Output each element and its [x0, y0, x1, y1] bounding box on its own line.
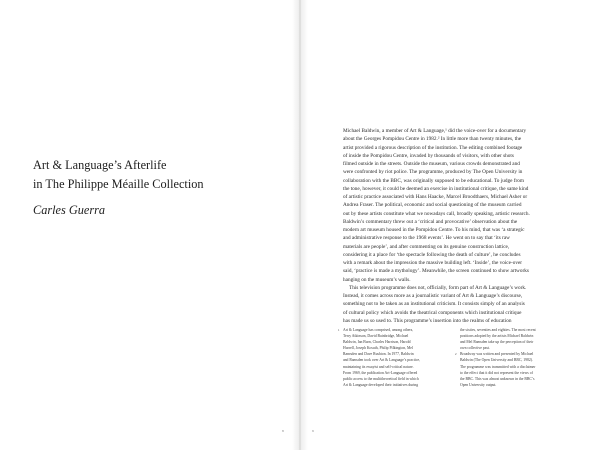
- footnote-line: From 1969, the publication Art-Language offered: [343, 370, 418, 375]
- body-line: of cultural policy which avoids the theatrical components which institutional critique: [343, 309, 522, 316]
- footnote-line: Terry Atkinson, David Bainbridge, Michael: [343, 334, 409, 339]
- body-line: Michael Baldwin, a member of Art & Language,¹ did the voice-over for a documentary: [343, 128, 527, 134]
- body-line: Baldwin’s commentary threw out a ‘critical and provocative’ observation about the: [343, 218, 518, 225]
- footnote-2: [455, 351, 570, 388]
- left-page: [0, 0, 299, 450]
- body-line: out by these artists constitute what we nowadays call, broadly speaking, artistic research.: [343, 210, 530, 217]
- body-line: of inside the Pompidou Centre, invaded by thousands of visitors, with other shots: [343, 152, 514, 159]
- footnote-line: Open University output.: [460, 382, 497, 387]
- footnote-line: Baldwin (The Open University and BBC, 1982).: [460, 358, 533, 363]
- body-line: Instead, it comes across more as a journalistic variant of Art & Language’s discourse,: [343, 293, 523, 299]
- body-line: something not to be taken as an institutional criticism. It consists simply of an analysis: [343, 301, 525, 308]
- body-line: about the Georges Pompidou Centre in 1982.² In little more than twenty minutes, the: [343, 136, 522, 143]
- footnote-line: Art & Language developed their initiatives during: [343, 382, 419, 387]
- body-line: with a remark about the impression the massive building left. ‘Inside’, the voice-over: [343, 260, 523, 266]
- footnote-line: Broadway was written and presented by Michael: [460, 352, 534, 357]
- body-line: the tone, however, it could be deemed an exercise in institutional critique, the same kind: [343, 185, 529, 192]
- body-line: said, ‘practice is made a mythology’. Meanwhile, the screen continued to show artworks: [343, 268, 529, 275]
- footnotes-column-1: [338, 327, 453, 388]
- footnote-line: public access to the multitheoretical field in which: [343, 376, 419, 381]
- footnote-line: The programme was transmitted with a disclaimer: [460, 364, 536, 369]
- title-line: in The Philippe Méaille Collection: [33, 177, 204, 191]
- footnote-number: 1: [338, 328, 340, 332]
- footnotes-column-2: [455, 327, 570, 388]
- footnote-line: Baldwin, Ian Burn, Charles Harrison, Harold: [343, 340, 411, 345]
- body-line: has made us so used to. This programme’s insertion into the realms of education: [343, 317, 512, 324]
- footnote-line: maintaining its essayist and self-critical nature.: [343, 364, 414, 369]
- essay-title: [33, 156, 283, 194]
- body-line: hanging on the museum’s walls.: [343, 276, 411, 283]
- footnote-line: the sixties, seventies and eighties. The most recent: [460, 328, 536, 332]
- body-line: filmed outside in the streets. Outside the museum, various crowds demonstrated and: [343, 161, 520, 167]
- footnote-line: Art & Language has comprised, among others,: [343, 328, 414, 332]
- footnote-line: Hurrell, Joseph Kosuth, Philip Pilkington, Mel: [343, 346, 414, 351]
- body-line: artist provided a rigorous description of the institution. The editing combined footage: [343, 144, 523, 151]
- footnote-1-continued: [460, 327, 570, 351]
- footnote-line: and Mel Ramsden take up the perception of their: [460, 340, 534, 345]
- page-number-right: 9: [312, 429, 314, 433]
- body-line: modern art museum housed in the Pompidou Centre. To his mind, that was ‘a strategic: [343, 227, 525, 233]
- book-gutter: [292, 0, 308, 450]
- title-line: Art & Language’s Afterlife: [33, 158, 167, 172]
- footnote-line: and Ramsden took over Art & Language’s practice,: [343, 358, 421, 363]
- footnote-line: positions adopted by the artists Michael Baldwin: [460, 334, 534, 339]
- footnote-1: [338, 327, 453, 388]
- body-line: of artistic practice associated with Hans Haacke, Marcel Broodthaers, Michael Asher or: [343, 194, 528, 200]
- body-line: materials are people’, and after commenting on its genuine construction lattice,: [343, 243, 510, 250]
- body-line: were confronted by riot police. The programme, produced by The Open University in: [343, 169, 523, 176]
- body-line: collaboration with the BBC, was originally supposed to be educational. To judge from: [343, 177, 524, 184]
- page-number-left: 8: [282, 429, 284, 433]
- body-line: This television programme does not, officially, form part of Art & Language’s work.: [349, 284, 527, 291]
- footnote-number: 2: [455, 352, 457, 357]
- footnote-line: the BBC. This was almost unknown in the BBC’s: [460, 376, 535, 381]
- author-name: Carles Guerra: [33, 203, 106, 217]
- body-line: Andrea Fraser. The political, economic and social questioning of the museum carried: [343, 202, 522, 209]
- body-line: and administrative response to the 1968 events’. He went on to say that ‘its raw: [343, 235, 510, 242]
- body-line: considering it a place for ‘the spectacle following the death of culture’, he concludes: [343, 251, 521, 258]
- body-text: [343, 127, 575, 325]
- footnote-line: to the effect that it did not represent the views of: [460, 370, 533, 375]
- right-page: [301, 0, 600, 450]
- footnote-line: Ramsden and Dave Rushton. In 1977, Baldwin: [343, 352, 414, 357]
- footnote-line: own collective past.: [460, 346, 490, 351]
